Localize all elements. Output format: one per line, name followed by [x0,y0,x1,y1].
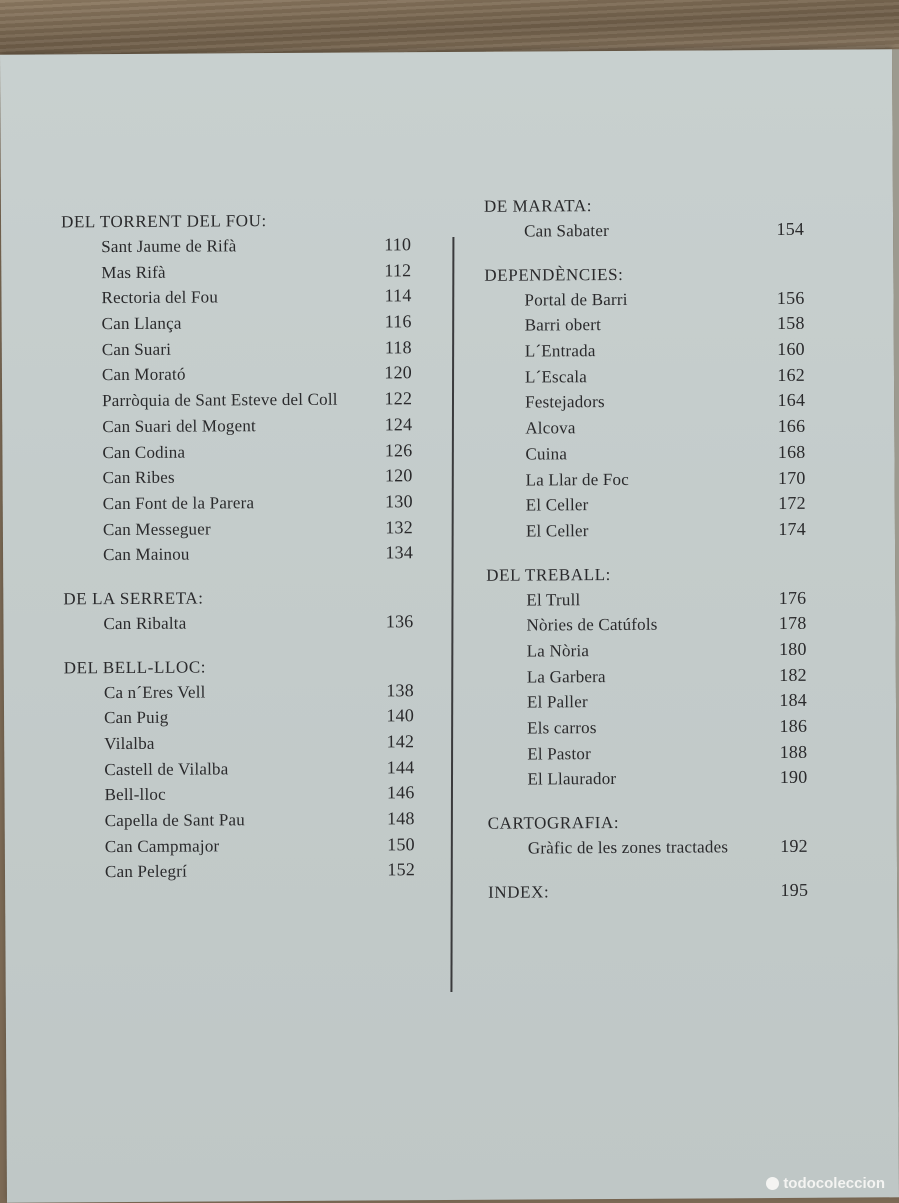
entry-page-number: 126 [384,439,413,460]
entry-page-number: 142 [386,731,415,752]
entry-page-number: 120 [384,362,413,383]
entry-title: Can Mainou [103,544,190,565]
entry-page-number: 178 [778,613,807,634]
entry-page-number: 168 [777,441,806,462]
toc-section [488,809,808,862]
entry-page-number: 118 [384,336,412,358]
toc-entry [64,729,414,757]
toc-entry [62,386,412,414]
toc-section [486,560,807,792]
entry-page-number: 148 [387,808,415,829]
entry-page-number: 156 [776,287,805,308]
entry-title: Capella de Sant Pau [104,810,245,831]
watermark [766,1175,885,1192]
entry-page-number: 170 [777,467,806,488]
toc-entry [487,739,807,767]
section-heading: DEL BELL-LLOC: [63,657,207,677]
toc-entry [486,491,806,519]
book-page [0,49,899,1202]
section-heading: INDEX: [488,882,550,902]
entry-title: Can Pelegrí [104,862,188,882]
toc-entry [63,463,413,491]
entry-page-number: 122 [384,388,413,409]
watermark-text: todocoleccion [783,1175,885,1192]
entry-page-number: 190 [779,767,808,788]
toc-entry [64,755,414,783]
entry-title: Can Llança [101,313,182,334]
toc-entry [63,609,413,637]
toc-entry [487,637,807,665]
entry-page-number: 184 [779,690,808,711]
toc-section [64,653,415,886]
entry-title: Can Messeguer [102,519,211,539]
toc-entry [62,438,412,466]
toc-entry [486,517,806,545]
section-page-number: 195 [780,879,809,900]
entry-title: Can Ribalta [103,613,187,634]
entry-title: Can Ribes [102,467,175,488]
toc-entry [65,858,415,886]
toc-entry [486,465,806,493]
entry-page-number: 160 [777,338,805,360]
toc-entry [485,414,805,442]
toc-entry [61,284,411,312]
toc-entry [485,388,805,416]
entry-title: Can Campmajor [104,836,220,856]
toc-section [484,261,806,545]
entry-page-number: 144 [386,756,415,778]
section-heading: DEL TREBALL: [486,564,612,585]
entry-title: Mas Rifà [101,262,166,282]
entry-page-number: 124 [384,414,413,435]
section-heading: DEPENDÈNCIES: [484,264,624,285]
entry-title: Sant Jaume de Rifà [101,236,237,257]
entry-title: La Nòria [526,641,590,661]
toc-entry [486,585,806,613]
entry-page-number: 174 [778,518,806,539]
entry-page-number: 120 [384,465,413,486]
entry-title: El Llaurador [527,769,617,789]
entry-page-number: 162 [777,364,806,385]
entry-page-number: 138 [386,679,414,701]
entry-title: Bell-lloc [104,785,166,805]
toc-entry [63,489,413,517]
entry-page-number: 140 [386,705,415,726]
toc-entry [62,309,412,337]
toc-section [488,878,808,905]
toc-entry [485,311,805,339]
entry-title: L´Entrada [524,341,596,361]
entry-title: Barri obert [524,315,602,335]
entry-page-number: 136 [385,611,414,632]
entry-title: La Garbera [526,666,606,687]
section-heading: DEL TORRENT DEL FOU: [60,211,267,232]
entry-title: El Celler [525,521,589,541]
toc-entry [487,714,807,742]
entry-title: Rectoria del Fou [101,287,219,308]
entry-page-number: 188 [779,741,808,762]
entry-title: Vilalba [104,733,155,754]
entry-title: L´Escala [524,366,588,387]
toc-section [63,584,413,637]
entry-title: El Trull [526,589,581,610]
entry-title: Can Suari [101,339,172,359]
toc-entry [485,337,805,365]
entry-title: El Pastor [527,743,592,764]
toc-entry [62,412,412,440]
toc-entry [62,361,412,389]
toc-entry [65,806,415,834]
entry-title: Parròquia de Sant Esteve del Coll [102,389,338,411]
toc-entry [63,515,413,543]
column-divider [450,237,453,992]
entry-title: Gràfic de les zones tractades [527,837,729,858]
section-heading: DE LA SERRETA: [63,588,204,609]
toc-entry [487,688,807,716]
entry-title: Can Suari del Mogent [102,415,257,436]
toc-entry [62,335,412,363]
entry-page-number: 180 [778,638,807,659]
entry-page-number: 150 [387,833,415,855]
entry-title: Nòries de Catúfols [526,614,658,635]
entry-title: Castell de Vilalba [104,759,229,779]
entry-title: Can Puig [104,708,169,728]
entry-page-number: 186 [779,715,808,736]
entry-page-number: 154 [776,218,805,239]
toc-entry [65,832,415,860]
entry-page-number: 146 [386,782,415,803]
section-heading: CARTOGRAFIA: [487,813,620,833]
entry-title: Can Sabater [524,221,609,241]
entry-title: La Llar de Foc [525,469,630,490]
entry-title: Alcova [525,418,576,438]
entry-page-number: 182 [779,664,807,685]
toc-entry [485,440,805,468]
entry-page-number: 134 [385,542,414,563]
entry-title: Cuina [525,444,568,464]
entry-page-number: 164 [777,390,806,411]
page-edge [892,49,899,1197]
entry-title: Portal de Barri [524,289,628,310]
entry-title: Can Morató [101,365,186,385]
entry-title: Can Font de la Parera [102,493,255,513]
entry-title: Ca n´Eres Vell [103,682,206,702]
toc-entry [486,611,806,639]
toc-entry [64,704,414,732]
toc-entry [63,540,413,568]
entry-title: Els carros [527,718,597,738]
toc-left-column [61,207,415,903]
entry-title: Can Codina [102,442,186,462]
entry-title: Festejadors [525,392,605,412]
toc-entry [487,765,807,793]
entry-page-number: 158 [776,313,805,334]
entry-page-number: 110 [384,234,412,255]
entry-page-number: 132 [385,516,413,537]
toc-entry [61,232,411,260]
entry-page-number: 114 [384,285,412,306]
entry-page-number: 172 [778,492,806,514]
entry-page-number: 152 [387,859,416,880]
toc-section [484,192,804,245]
toc-entry [64,781,414,809]
entry-title: El Paller [526,692,588,712]
entry-title: El Celler [525,495,589,515]
entry-page-number: 192 [780,835,808,857]
toc-entry [64,678,414,706]
toc-entry [61,258,411,286]
toc-section [61,207,413,568]
toc-entry [484,286,804,314]
entry-page-number: 166 [777,415,806,437]
section-heading: DE MARATA: [483,196,593,216]
toc-right-column [484,192,808,923]
entry-page-number: 116 [384,311,412,332]
toc-entry [487,662,807,690]
entry-page-number: 176 [778,587,807,608]
toc-entry [488,834,808,862]
toc-entry [485,363,805,391]
entry-page-number: 112 [384,259,412,281]
watermark-logo-icon [766,1177,779,1190]
entry-page-number: 130 [385,491,413,512]
toc-entry [484,217,804,245]
